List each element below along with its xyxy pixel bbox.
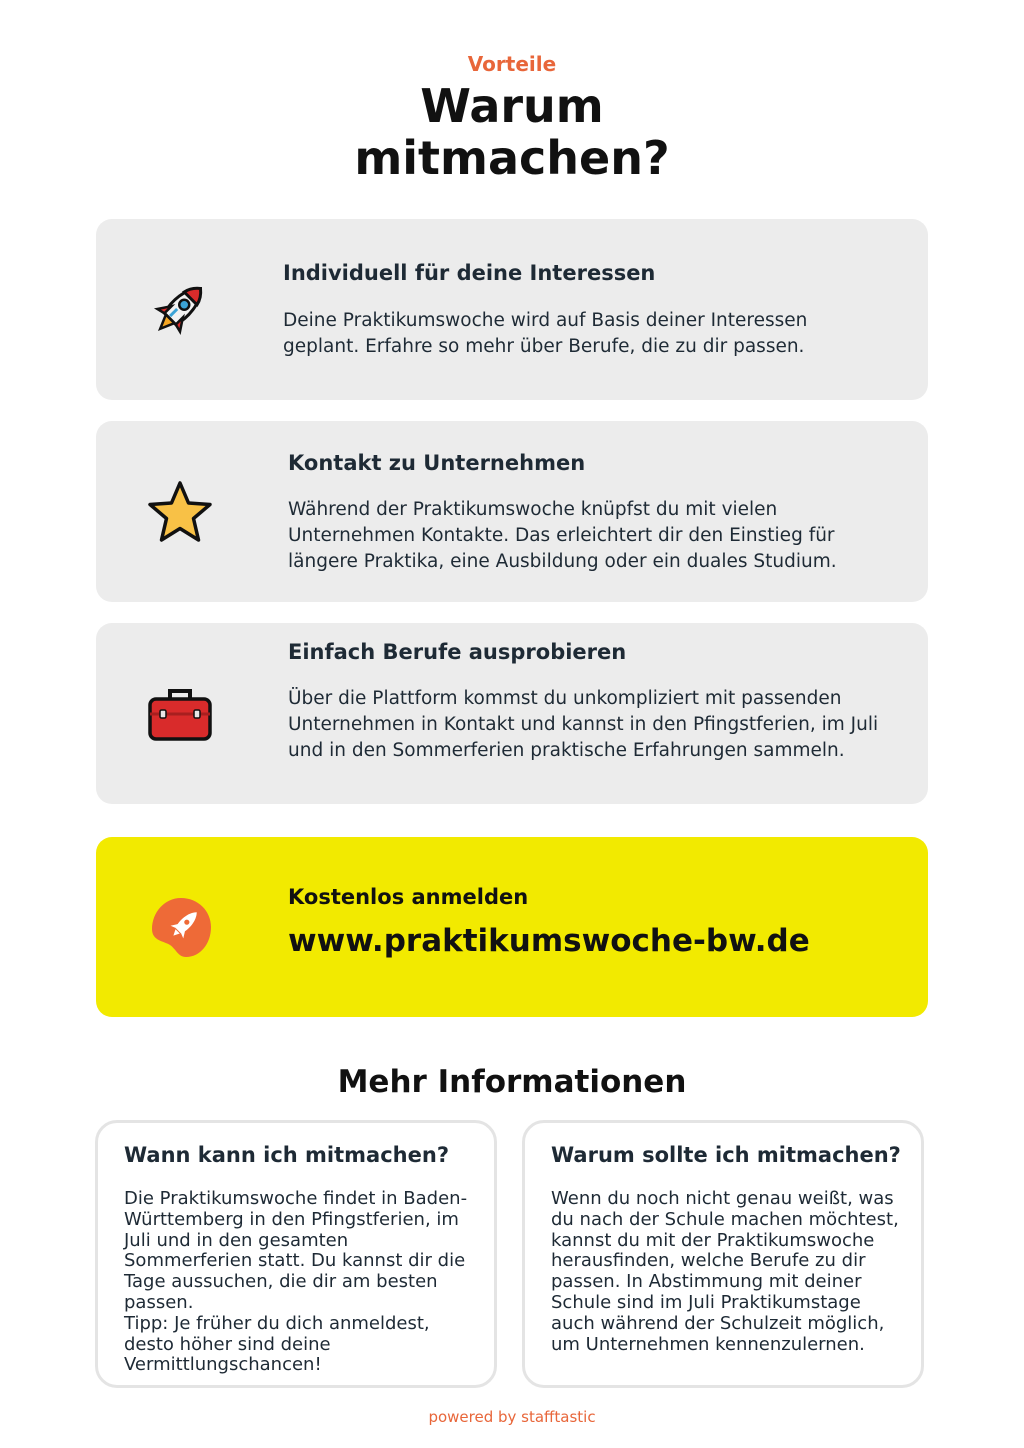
eyebrow-label: Vorteile xyxy=(467,52,557,76)
page-title-line2: mitmachen? xyxy=(354,131,670,185)
info-card-title: Warum sollte ich mitmachen? xyxy=(551,1143,901,1167)
cta-label: Kostenlos anmelden xyxy=(288,885,529,909)
signup-cta[interactable] xyxy=(96,837,928,1017)
praktikumswoche-logo-icon xyxy=(148,895,214,961)
benefit-title: Einfach Berufe ausprobieren xyxy=(288,640,627,664)
benefit-text: Deine Praktikumswoche wird auf Basis deiner Interessen geplant. Erfahre so mehr über Berufe, die zu dir passen. xyxy=(283,310,808,357)
rocket-icon xyxy=(146,275,214,343)
info-card-when xyxy=(95,1120,497,1388)
info-card-text: Wenn du noch nicht genau weißt, was du nach der Schule machen möchtest, kannst du mit der Praktikumswoche herausfinden, welche Berufe zu dir passen. In Abstimmung mit deiner Schule sind im Juli Praktikumstage auch während der Schulzeit möglich, um Unternehmen kennenzulernen. xyxy=(551,1188,899,1355)
cta-url-link[interactable]: www.praktikumswoche-bw.de xyxy=(288,923,810,959)
page-title-line1: Warum xyxy=(420,79,604,133)
powered-by-footer: powered by stafftastic xyxy=(428,1408,596,1426)
benefit-text: Während der Praktikumswoche knüpfst du mit vielen Unternehmen Kontakte. Das erleichtert dir den Einstieg für längere Praktika, eine Ausbildung oder ein duales Studium. xyxy=(288,499,837,572)
benefit-title: Kontakt zu Unternehmen xyxy=(288,451,586,475)
info-card-why xyxy=(522,1120,924,1388)
more-info-title: Mehr Informationen xyxy=(337,1064,687,1100)
toolbox-icon xyxy=(146,681,214,749)
info-card-text: Die Praktikumswoche findet in Baden-Württemberg in den Pfingstferien, im Juli und in den gesamten Sommerferien statt. Du kannst dir die Tage aussuchen, die dir am besten passen. Tipp: Je früher du dich anmeldest, desto höher sind deine Vermittlungschancen! xyxy=(124,1188,468,1376)
benefit-card-careers xyxy=(96,623,928,804)
benefit-card-contacts xyxy=(96,421,928,602)
star-icon xyxy=(146,479,214,547)
benefit-text: Über die Plattform kommst du unkompliziert mit passenden Unternehmen in Kontakt und kannst in den Pfingstferien, im Juli und in den Sommerferien praktische Erfahrungen sammeln. xyxy=(288,688,879,761)
benefit-title: Individuell für deine Interessen xyxy=(283,261,656,285)
page-title xyxy=(0,80,1024,184)
benefit-card-interests xyxy=(96,219,928,400)
info-card-title: Wann kann ich mitmachen? xyxy=(124,1143,449,1167)
